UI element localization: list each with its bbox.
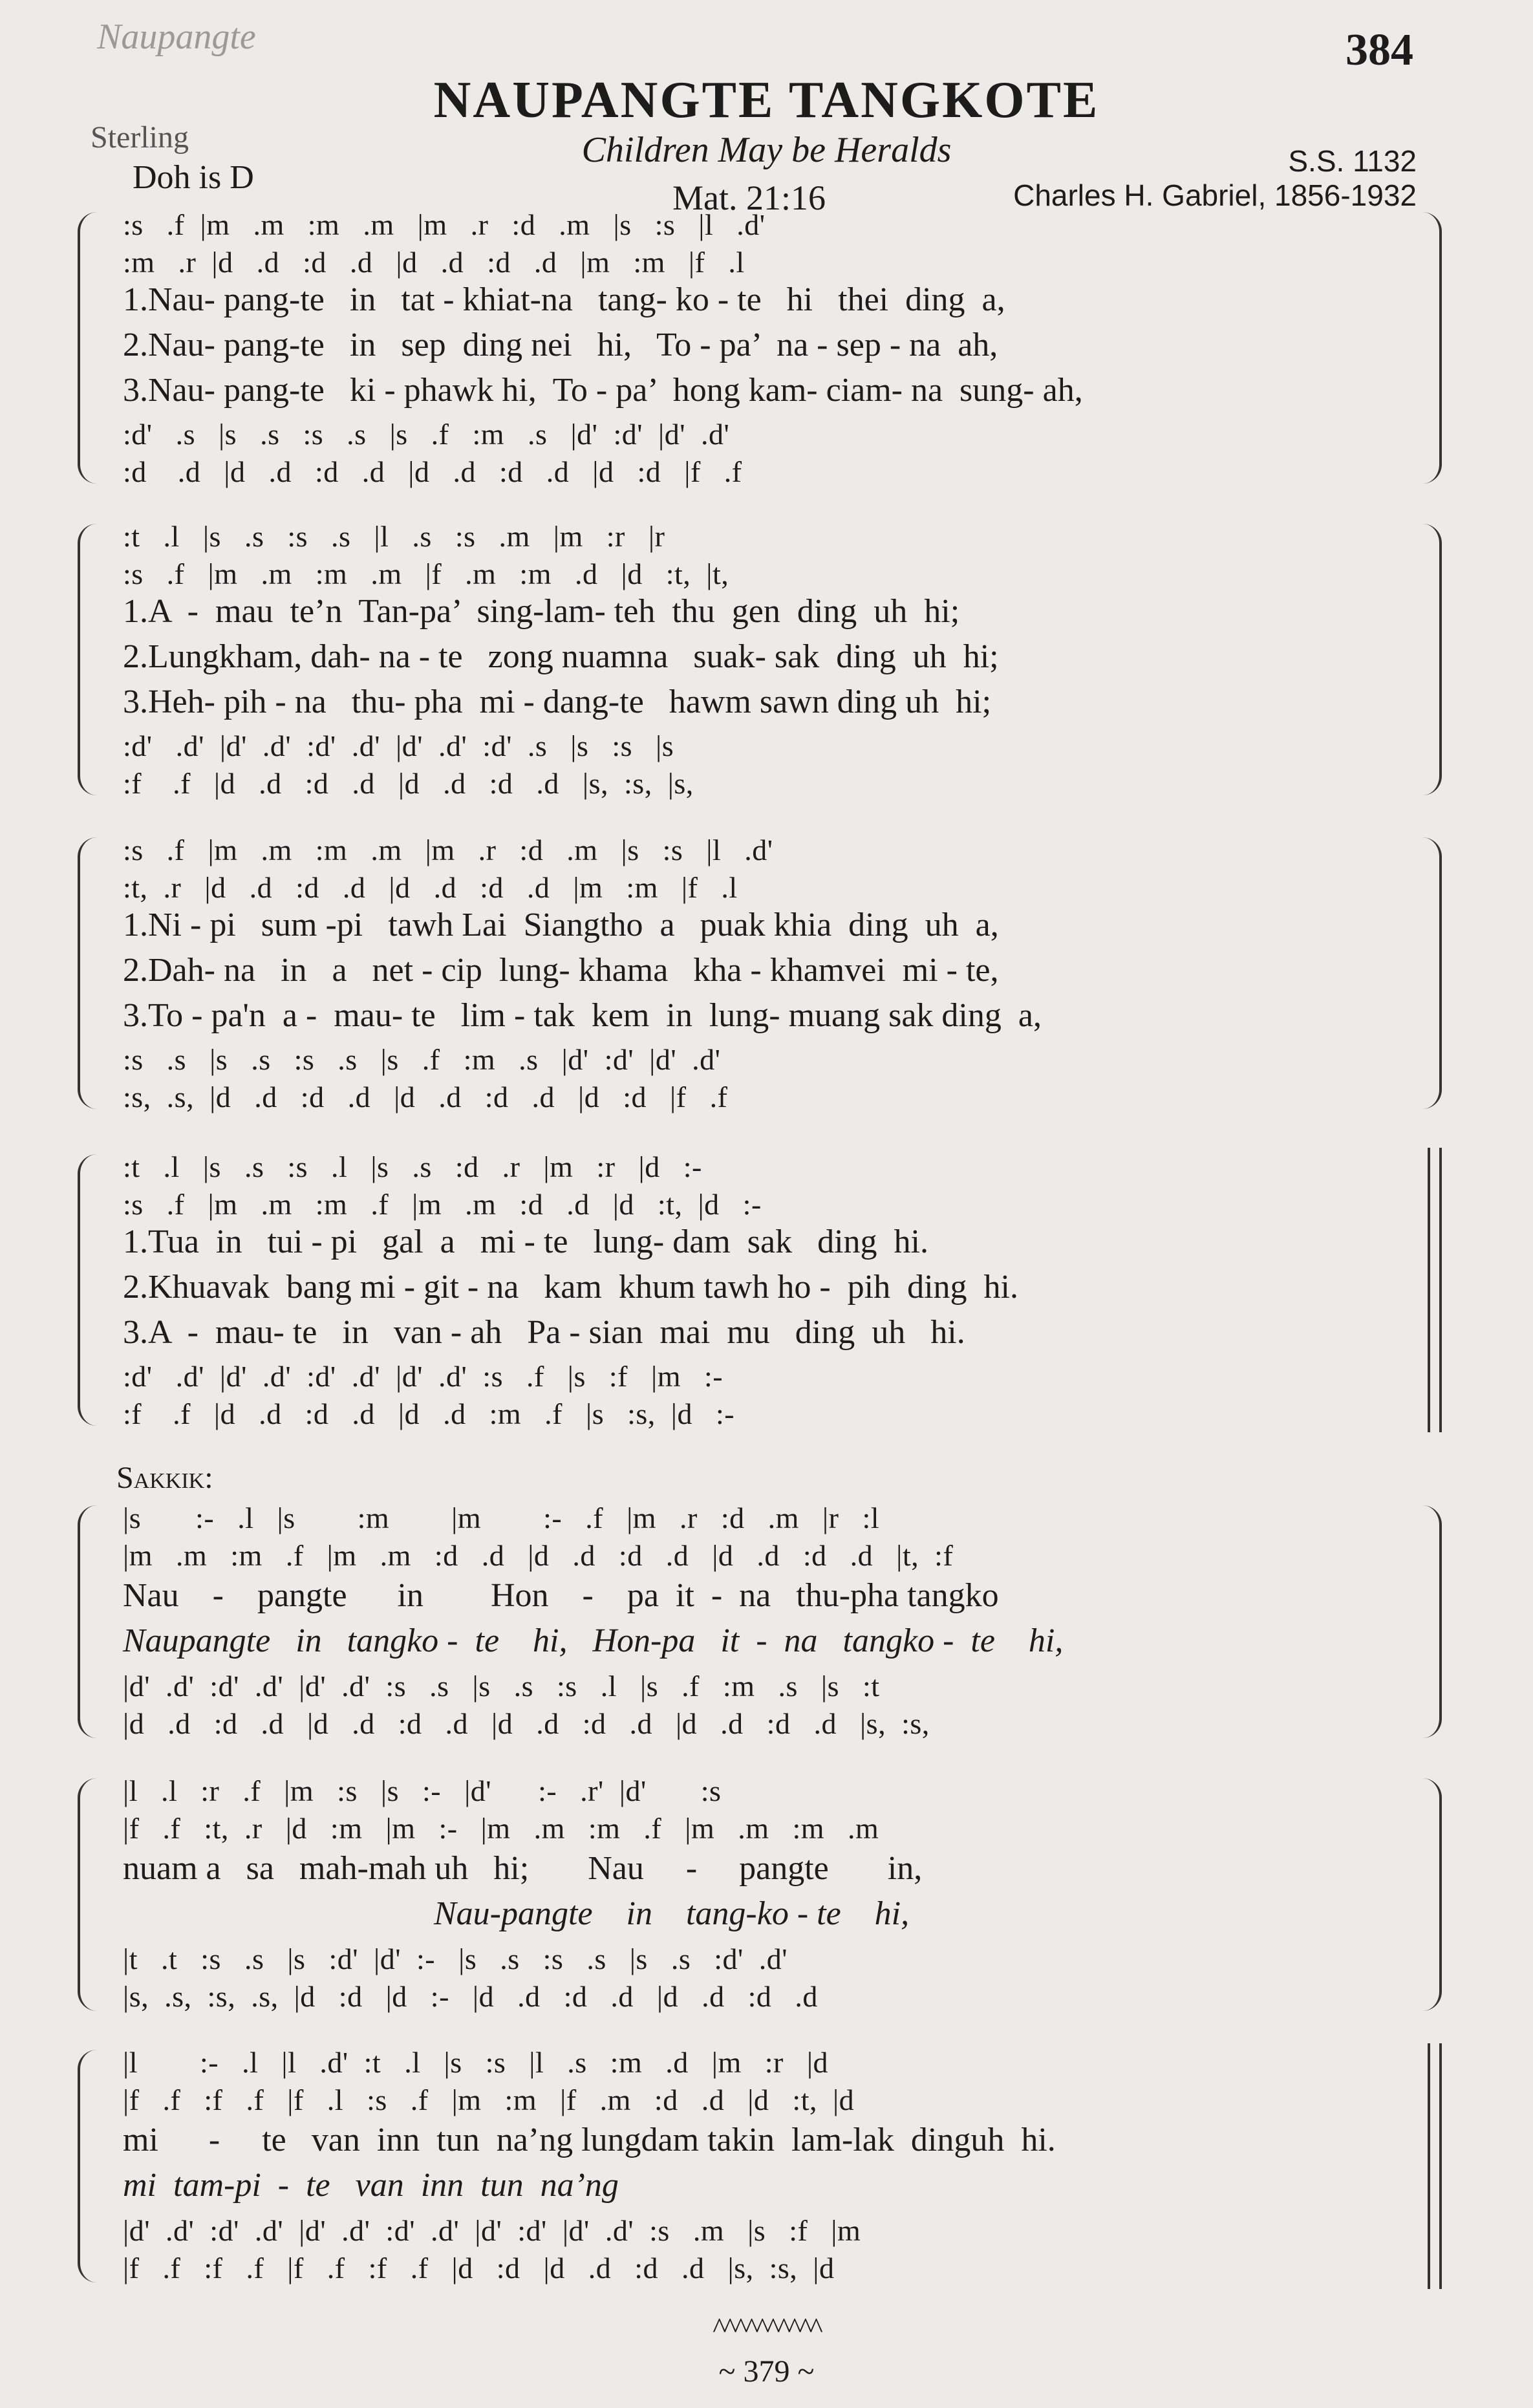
verse-1-lyric: 1.Nau- pang-te in tat - khiat-na tang- ko - te hi thei ding a, (123, 281, 1005, 318)
chorus-lyric: mi - te van inn tun na’ng lungdam takin lam-lak dinguh hi. (123, 2122, 1056, 2158)
right-brace (1422, 524, 1442, 795)
bass-line-1: |d' .d' :d' .d' |d' .d' :s .s |s .s :s .l |s .f :m .s |s :t (123, 1670, 880, 1703)
right-brace (1422, 1505, 1442, 1738)
music-system-5 (78, 1499, 1442, 1745)
treble-line-2: |m .m :m .f |m .m :d .d |d .d :d .d |d .d :d .d |t, :f (123, 1539, 954, 1572)
verse-2-lyric: 2.Khuavak bang mi - git - na kam khum tawh ho - pih ding hi. (123, 1269, 1019, 1306)
left-brace (78, 1778, 97, 2011)
music-system-2 (78, 517, 1442, 802)
left-brace (78, 837, 97, 1109)
page-number: ~ 379 ~ (718, 2354, 815, 2389)
left-brace (78, 212, 97, 484)
music-system-1 (78, 206, 1442, 490)
verse-1-lyric: 1.Tua in tui - pi gal a mi - te lung- dam sak ding hi. (123, 1223, 928, 1260)
hymn-number: 384 (1345, 25, 1413, 75)
verse-3-lyric: 3.Heh- pih - na thu- pha mi - dang-te hawm sawn ding uh hi; (123, 683, 992, 720)
bass-line-2: |d .d :d .d |d .d :d .d |d .d :d .d |d .d :d .d |s, :s, (123, 1707, 930, 1740)
ss-number: S.S. 1132 (1288, 144, 1417, 178)
left-brace (78, 2050, 97, 2283)
treble-line-2: |f .f :f .f |f .l :s .f |m :m |f .m :d .d |d :t, |d (123, 2083, 855, 2116)
left-brace (78, 524, 97, 795)
treble-line-2: :s .f |m .m :m .f |m .m :d .d |d :t, |d :- (123, 1188, 762, 1221)
verse-2-lyric: 2.Lungkham, dah- na - te zong nuamna suak- sak ding uh hi; (123, 638, 999, 675)
treble-line-1: |s :- .l |s :m |m :- .f |m .r :d .m |r :l (123, 1501, 880, 1534)
bass-line-2: |f .f :f .f |f .f :f .f |d :d |d .d :d .d |s, :s, |d (123, 2252, 835, 2284)
verse-1-lyric: 1.A - mau te’n Tan-pa’ sing-lam- teh thu gen ding uh hi; (123, 593, 960, 630)
composer: Charles H. Gabriel, 1856-1932 (1013, 178, 1417, 212)
bass-line-1: :d' .s |s .s :s .s |s .f :m .s |d' :d' |d' .d' (123, 418, 730, 451)
music-system-7 (78, 2043, 1442, 2289)
music-system-6 (78, 1772, 1442, 2017)
treble-line-1: :t .l |s .s :s .s |l .s :s .m |m :r |r (123, 520, 665, 553)
right-brace (1422, 837, 1442, 1109)
treble-line-2: |f .f :t, .r |d :m |m :- |m .m :m .f |m .m :m .m (123, 1812, 879, 1845)
bass-line-1: :d' .d' |d' .d' :d' .d' |d' .d' :s .f |s :f |m :- (123, 1360, 724, 1393)
bass-line-2: |s, .s, :s, .s, |d :d |d :- |d .d :d .d |d .d :d .d (123, 1980, 818, 2013)
music-system-3 (78, 831, 1442, 1115)
verse-2-lyric: 2.Nau- pang-te in sep ding nei hi, To - pa’ na - sep - na ah, (123, 327, 998, 363)
verse-1-lyric: 1.Ni - pi sum -pi tawh Lai Siangtho a puak khia ding uh a, (123, 907, 999, 943)
english-title: Children May be Heralds (581, 130, 952, 170)
tune-name: Sterling (91, 120, 189, 155)
chorus-label: Sakkik: (116, 1461, 213, 1495)
bass-line-2: :d .d |d .d :d .d |d .d :d .d |d :d |f .f (123, 455, 742, 488)
chorus-lyric: nuam a sa mah-mah uh hi; Nau - pangte in, (123, 1850, 923, 1887)
chorus-echo-lyric: mi tam-pi - te van inn tun na’ng (123, 2167, 619, 2204)
hymn-title: NAUPANGTE TANGKOTE (433, 72, 1100, 129)
chorus-echo-lyric: Naupangte in tangko - te hi, Hon-pa it - na tangko - te hi, (123, 1622, 1064, 1659)
verse-3-lyric: 3.A - mau- te in van - ah Pa - sian mai mu ding uh hi. (123, 1314, 965, 1351)
bass-line-1: |d' .d' :d' .d' |d' .d' :d' .d' |d' :d' |d' .d' :s .m |s :f |m (123, 2214, 861, 2247)
bass-line-1: |t .t :s .s |s :d' |d' :- |s .s :s .s |s .s :d' .d' (123, 1942, 788, 1975)
bass-line-2: :f .f |d .d :d .d |d .d :m .f |s :s, |d :- (123, 1397, 735, 1430)
treble-line-1: :t .l |s .s :s .l |s .s :d .r |m :r |d :- (123, 1150, 702, 1183)
scripture-reference: Mat. 21:16 (672, 178, 826, 217)
treble-line-1: |l .l :r .f |m :s |s :- |d' :- .r' |d' :s (123, 1774, 722, 1807)
treble-line-2: :m .r |d .d :d .d |d .d :d .d |m :m |f .l (123, 246, 745, 279)
chorus-echo-lyric: Nau-pangte in tang-ko - te hi, (123, 1895, 910, 1932)
music-system-4 (78, 1148, 1442, 1432)
bass-line-1: :s .s |s .s :s .s |s .f :m .s |d' :d' |d' .d' (123, 1043, 721, 1076)
final-barline (1428, 1148, 1442, 1432)
treble-line-1: :s .f |m .m :m .m |m .r :d .m |s :s |l .d' (123, 208, 766, 241)
verse-3-lyric: 3.To - pa'n a - mau- te lim - tak kem in lung- muang sak ding a, (123, 997, 1042, 1034)
treble-line-2: :s .f |m .m :m .m |f .m :m .d |d :t, |t, (123, 557, 729, 590)
bass-line-2: :s, .s, |d .d :d .d |d .d :d .d |d :d |f .f (123, 1080, 728, 1113)
right-brace (1422, 1778, 1442, 2011)
chorus-lyric: Nau - pangte in Hon - pa it - na thu-pha tangko (123, 1577, 999, 1614)
bass-line-1: :d' .d' |d' .d' :d' .d' |d' .d' :d' .s |s :s |s (123, 729, 674, 762)
running-head: Naupangte (97, 17, 256, 57)
treble-line-2: :t, .r |d .d :d .d |d .d :d .d |m :m |f .l (123, 871, 738, 904)
left-brace (78, 1505, 97, 1738)
left-brace (78, 1154, 97, 1426)
ornament-divider: ^^^^^^^^^^ (713, 2312, 820, 2344)
final-barline (1428, 2043, 1442, 2289)
bass-line-2: :f .f |d .d :d .d |d .d :d .d |s, :s, |s, (123, 767, 694, 800)
verse-3-lyric: 3.Nau- pang-te ki - phawk hi, To - pa’ hong kam- ciam- na sung- ah, (123, 372, 1083, 409)
treble-line-1: :s .f |m .m :m .m |m .r :d .m |s :s |l .d' (123, 833, 773, 866)
key-signature: Doh is D (133, 159, 254, 196)
treble-line-1: |l :- .l |l .d' :t .l |s :s |l .s :m .d |m :r |d (123, 2046, 829, 2079)
right-brace (1422, 212, 1442, 484)
verse-2-lyric: 2.Dah- na in a net - cip lung- khama kha - khamvei mi - te, (123, 952, 999, 989)
